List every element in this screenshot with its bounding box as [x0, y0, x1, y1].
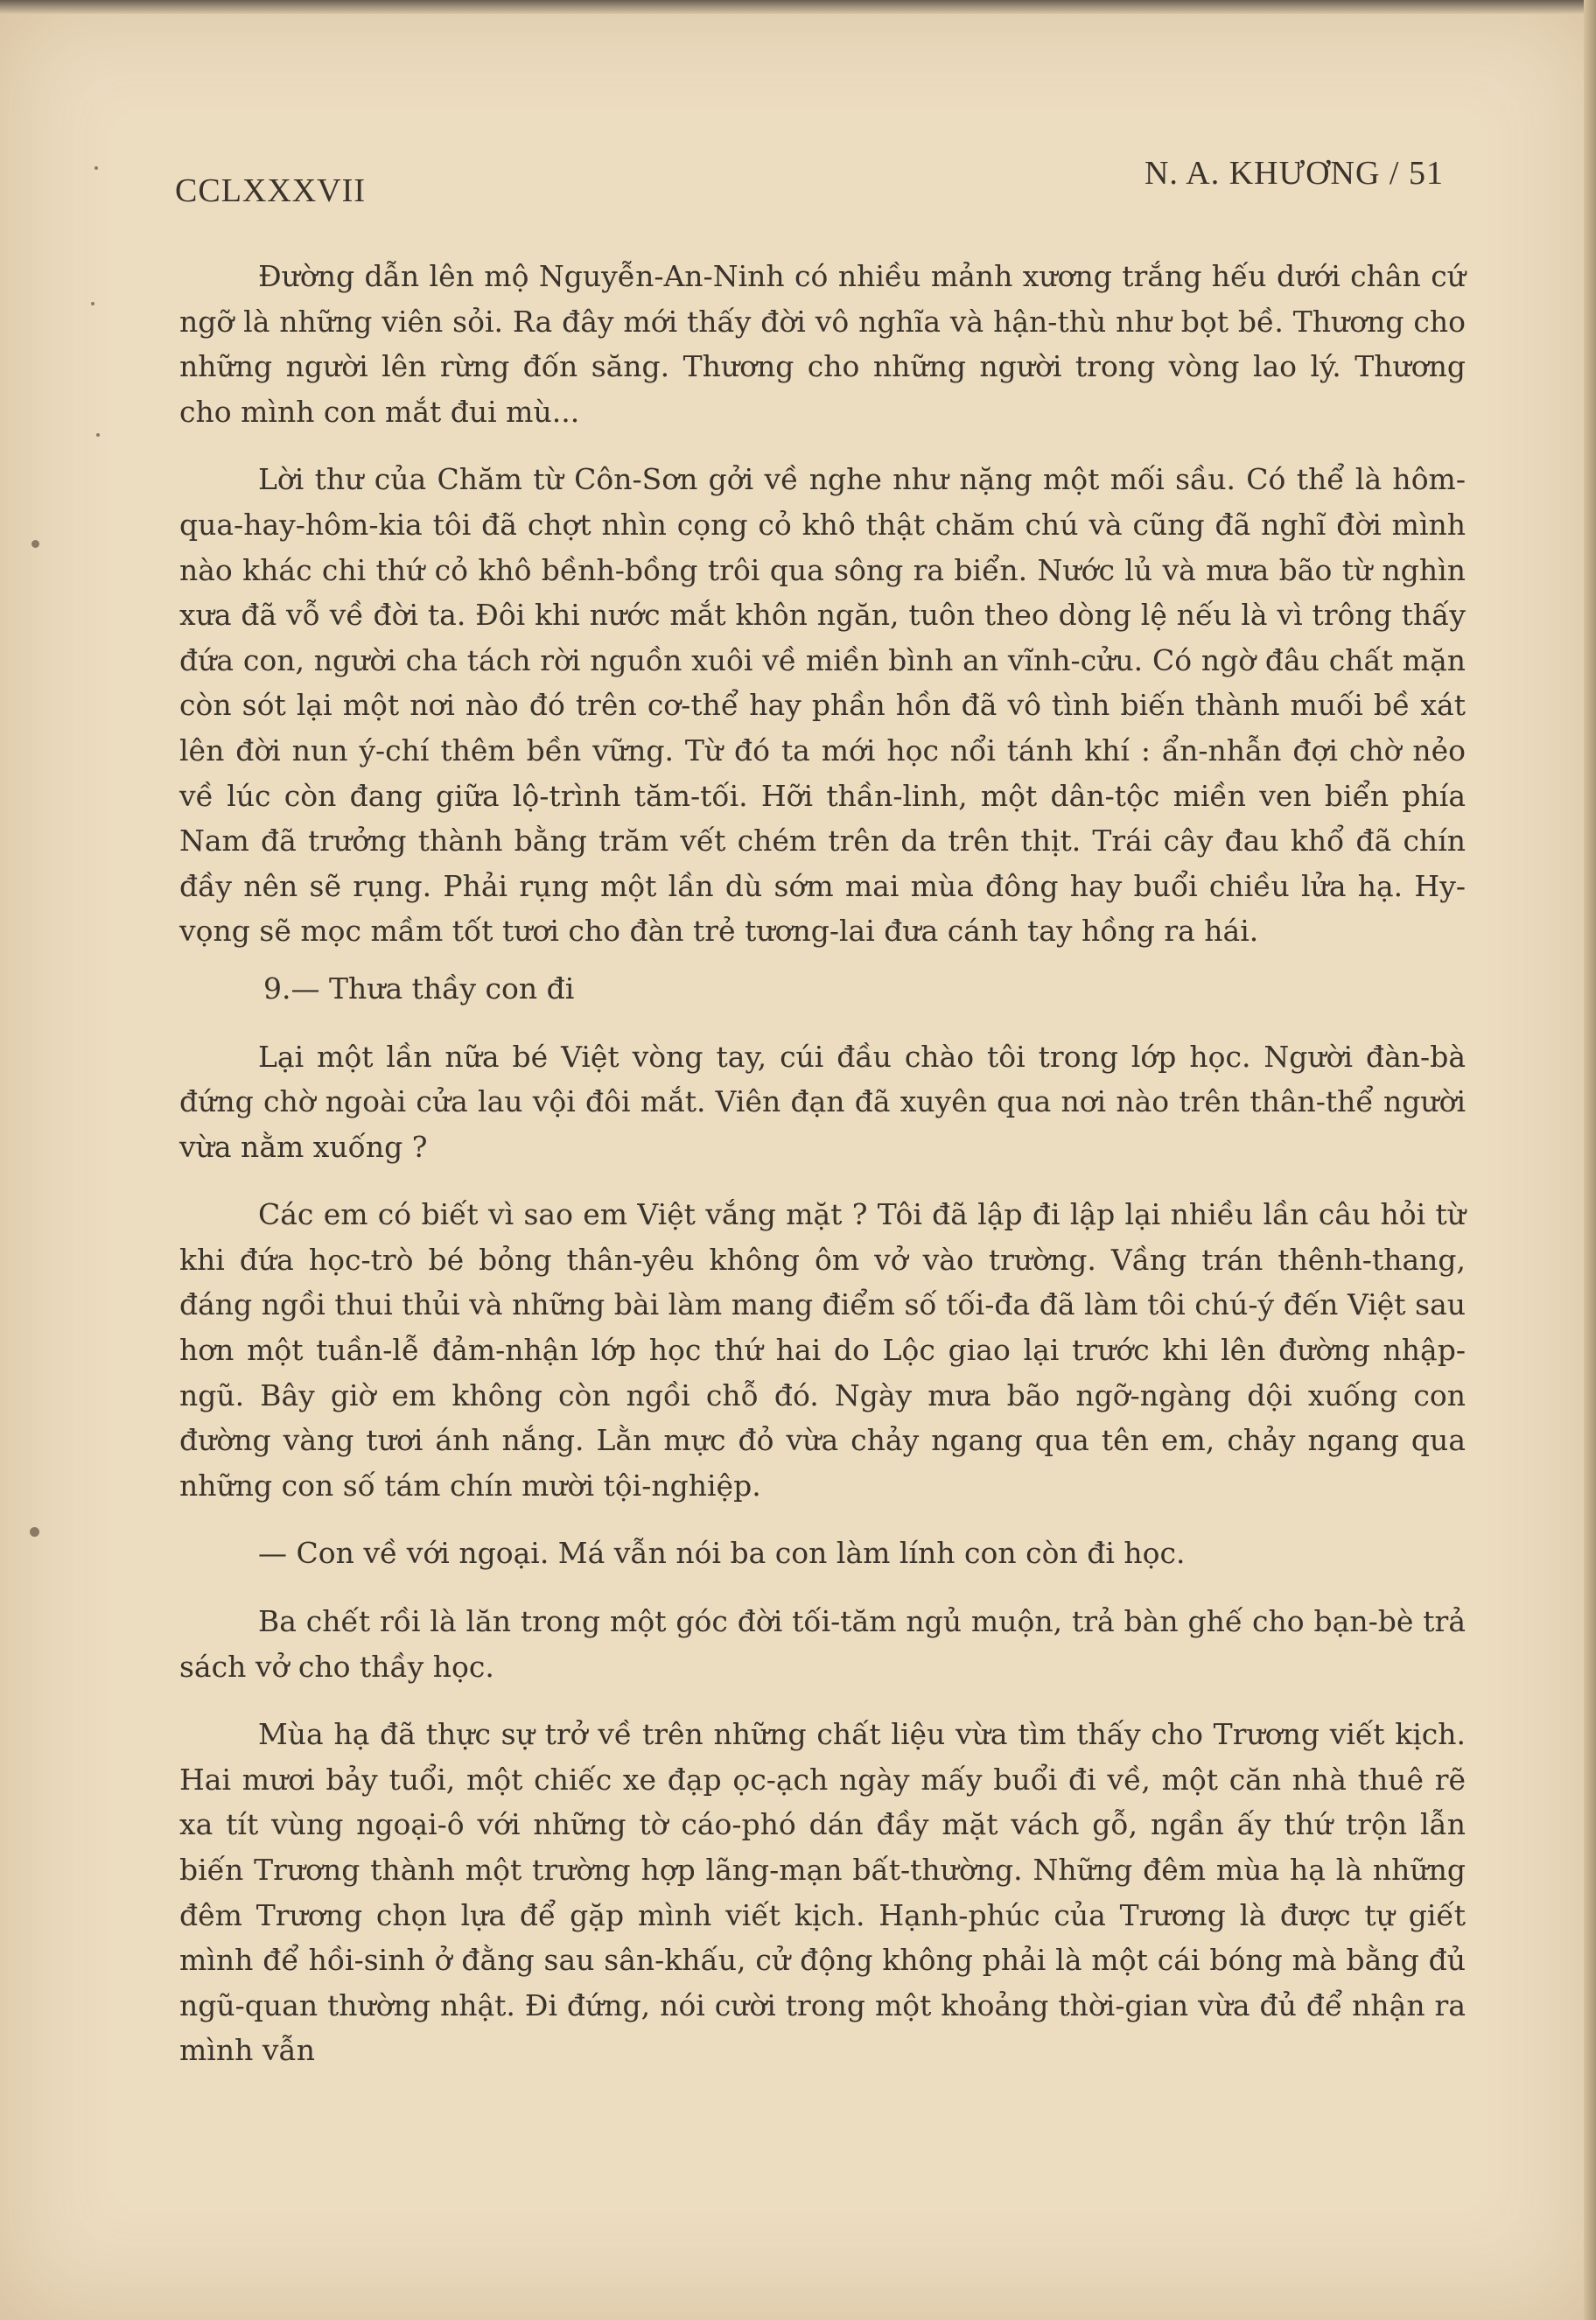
running-head-right: N. A. KHƯƠNG / 51 [1144, 155, 1444, 192]
paragraph: Ba chết rồi là lăn trong một góc đời tối-tăm ngủ muộn, trả bàn ghế cho bạn-bè trả sách vở cho thầy học. [179, 1604, 1466, 1684]
paragraph: — Con về với ngoại. Má vẫn nói ba con làm lính con còn đi học. [258, 1536, 1186, 1571]
running-head-left: CCLXXXVII [175, 172, 366, 209]
paragraph: Đường dẫn lên mộ Nguyễn-An-Ninh có nhiều mảnh xương trắng hếu dưới chân cứ ngỡ là những viên sỏi. Ra đây mới thấy đời vô nghĩa và hận-thù như bọt bề. Thương cho những người lên rừng đốn săng. Thương cho những người trong vòng lao lý. Thương cho mình con mắt đui mù... [179, 259, 1466, 429]
body-text [179, 254, 1466, 2073]
margin-spot [91, 302, 94, 305]
page-right-edge [1584, 0, 1596, 2320]
page-top-edge [0, 0, 1596, 14]
margin-spot [94, 166, 98, 170]
margin-spot [30, 1527, 39, 1537]
paragraph: Các em có biết vì sao em Việt vắng mặt ? Tôi đã lập đi lập lại nhiều lần câu hỏi từ khi đứa học-trò bé bỏng thân-yêu không ôm vở vào trường. Vầng trán thênh-thang, đáng ngồi thui thủi và những bài làm mang điểm số tối-đa đã làm tôi chú-ý đến Việt sau hơn một tuần-lễ đảm-nhận lớp học thứ hai do Lộc giao lại trước khi lên đường nhập-ngũ. Bây giờ em không còn ngồi chỗ đó. Ngày mưa bão ngỡ-ngàng dội xuống con đường vàng tươi ánh nắng. Lằn mực đỏ vừa chảy ngang qua tên em, chảy ngang qua những con số tám chín mười tội-nghiệp. [179, 1197, 1466, 1503]
margin-spot [96, 433, 100, 437]
running-header [175, 147, 1444, 208]
paragraph: Lại một lần nữa bé Việt vòng tay, cúi đầu chào tôi trong lớp học. Người đàn-bà đứng chờ ngoài cửa lau vội đôi mắt. Viên đạn đã xuyên qua nơi nào trên thân-thể người vừa nằm xuống ? [179, 1039, 1466, 1164]
paragraph: Mùa hạ đã thực sự trở về trên những chất liệu vừa tìm thấy cho Trương viết kịch. Hai mươi bảy tuổi, một chiếc xe đạp ọc-ạch ngày mấy buổi đi về, một căn nhà thuê rẽ xa tít vùng ngoại-ô với những tờ cáo-phó dán đầy mặt vách gỗ, ngần ấy thứ trộn lẫn biến Trương thành một trường hợp lãng-mạn bất-thường. Những đêm mùa hạ là những đêm Trương chọn lựa để gặp mình viết kịch. Hạnh-phúc của Trương là được tự giết mình để hồi-sinh ở đằng sau sân-khấu, cử động không phải là một cái bóng mà bằng đủ ngũ-quan thường nhật. Đi đứng, nói cười trong một khoảng thời-gian vừa đủ để nhận ra mình vẫn [179, 1717, 1466, 2068]
margin-spot [32, 540, 39, 548]
section-heading: 9.— Thưa thầy con đi [263, 971, 575, 1006]
paragraph: Lời thư của Chăm từ Côn-Sơn gởi về nghe như nặng một mối sầu. Có thể là hôm-qua-hay-hôm-kia tôi đã chợt nhìn cọng cỏ khô thật chăm chú và cũng đã nghĩ đời mình nào khác chi thứ cỏ khô bềnh-bồng trôi qua sông ra biển. Nước lủ và mưa bão từ nghìn xưa đã vỗ về đời ta. Đôi khi nước mắt khôn ngăn, tuôn theo dòng lệ nếu là vì trông thấy đứa con, người cha tách rời nguồn xuôi về miền bình an vĩnh-cửu. Có ngờ đâu chất mặn còn sót lại một nơi nào đó trên cơ-thể hay phần hồn đã vô tình biến thành muối bề xát lên đời nun ý-chí thêm bền vững. Từ đó ta mới học nổi tánh khí : ẩn-nhẫn đợi chờ nẻo về lúc còn đang giữa lộ-trình tăm-tối. Hỡi thần-linh, một dân-tộc miền ven biển phía Nam đã trưởng thành bằng trăm vết chém trên da trên thịt. Trái cây đau khổ đã chín đầy nên sẽ rụng. Phải rụng một lần dù sớm mai mùa đông hay buổi chiều lửa hạ. Hy-vọng sẽ mọc mầm tốt tươi cho đàn trẻ tương-lai đưa cánh tay hồng ra hái. [179, 462, 1466, 949]
